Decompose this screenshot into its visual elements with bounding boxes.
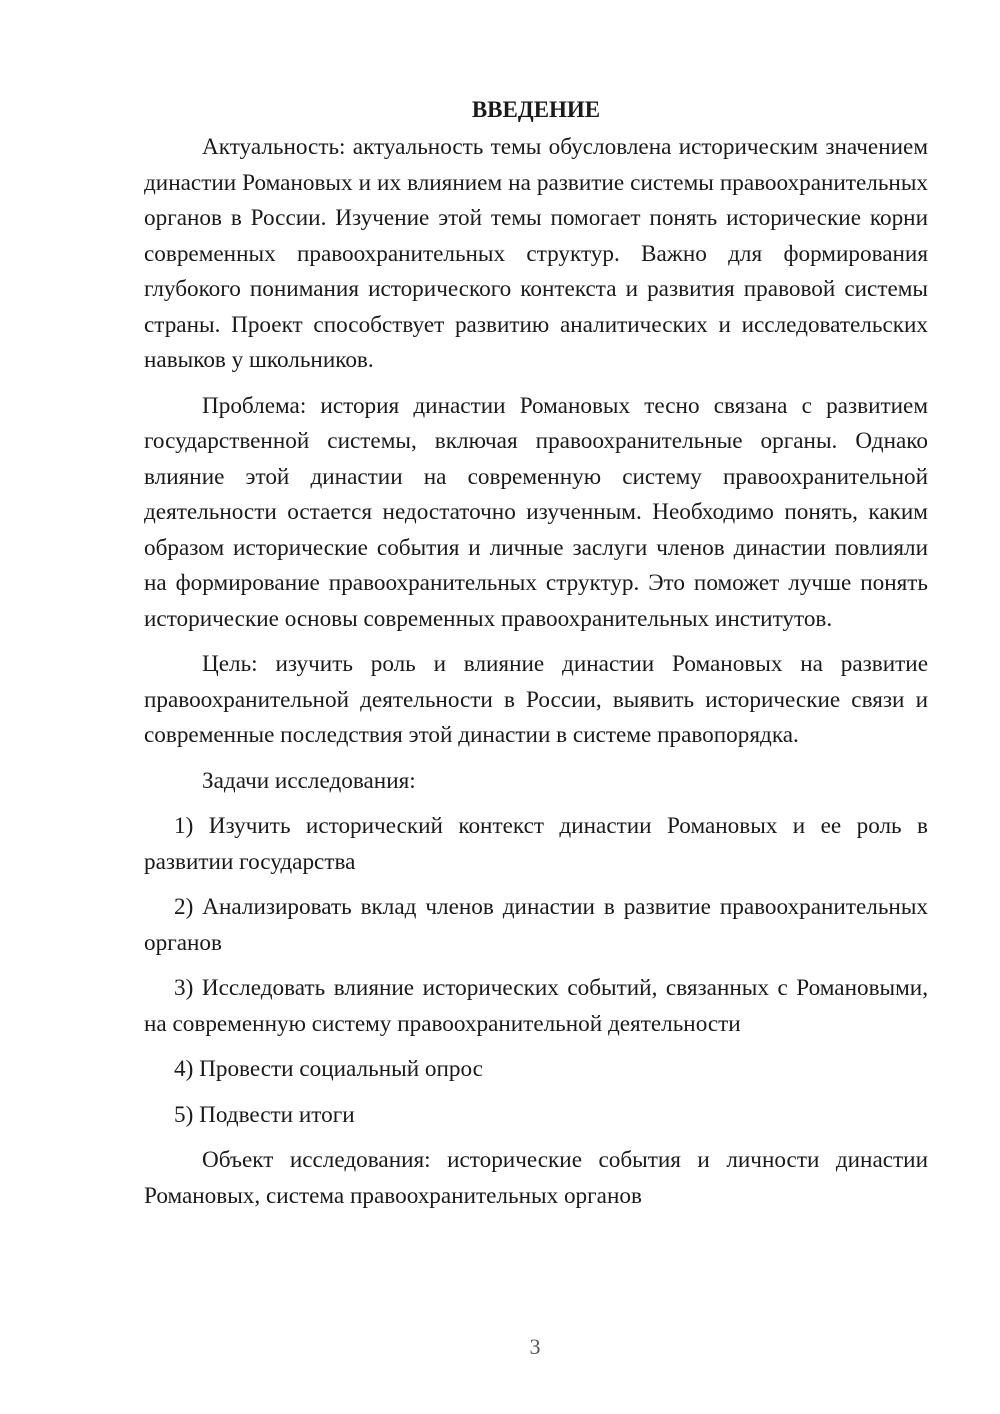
- tasks-title: Задачи исследования:: [202, 767, 416, 794]
- task-item: 4) Провести социальный опрос: [174, 1056, 483, 1082]
- section-heading: ВВЕДЕНИЕ: [471, 97, 601, 122]
- task-item: 1) Изучить исторический контекст династии Романовых и ее роль в развитии государства: [144, 813, 928, 875]
- relevance-paragraph: Актуальность: актуальность темы обусловлена историческим значением династии Романовых и их влиянием на развитие системы правоохранительных органов в России. Изучение этой темы помогает понять исторические корни современных правоохранительных структур. Важно для формирования глубокого понимания исторического контекста и развития правовой системы страны. Проект способствует развитию аналитических и исследовательских навыков у школьников.: [144, 134, 928, 373]
- task-item: 3) Исследовать влияние исторических событий, связанных с Романовыми, на современную систему правоохранительной деятельности: [144, 975, 928, 1037]
- task-item: 2) Анализировать вклад членов династии в развитие правоохранительных органов: [144, 894, 928, 956]
- document-page: [144, 92, 928, 1224]
- task-item: 5) Подвести итоги: [174, 1101, 355, 1128]
- page-number: 3: [529, 1334, 541, 1359]
- goal-paragraph: Цель: изучить роль и влияние династии Романовых на развитие правоохранительной деятельности в России, выявить исторические связи и современные последствия этой династии в системе правопорядка.: [144, 651, 928, 748]
- object-paragraph: Объект исследования: исторические события и личности династии Романовых, система правоохранительных органов: [144, 1147, 928, 1209]
- problem-paragraph: Проблема: история династии Романовых тесно связана с развитием государственной системы, включая правоохранительные органы. Однако влияние этой династии на современную систему правоохранительной деятельности остается недостаточно изученным. Необходимо понять, каким образом исторические события и личные заслуги членов династии повлияли на формирование правоохранительных структур. Это поможет лучше понять исторические основы современных правоохранительных институтов.: [144, 392, 928, 632]
